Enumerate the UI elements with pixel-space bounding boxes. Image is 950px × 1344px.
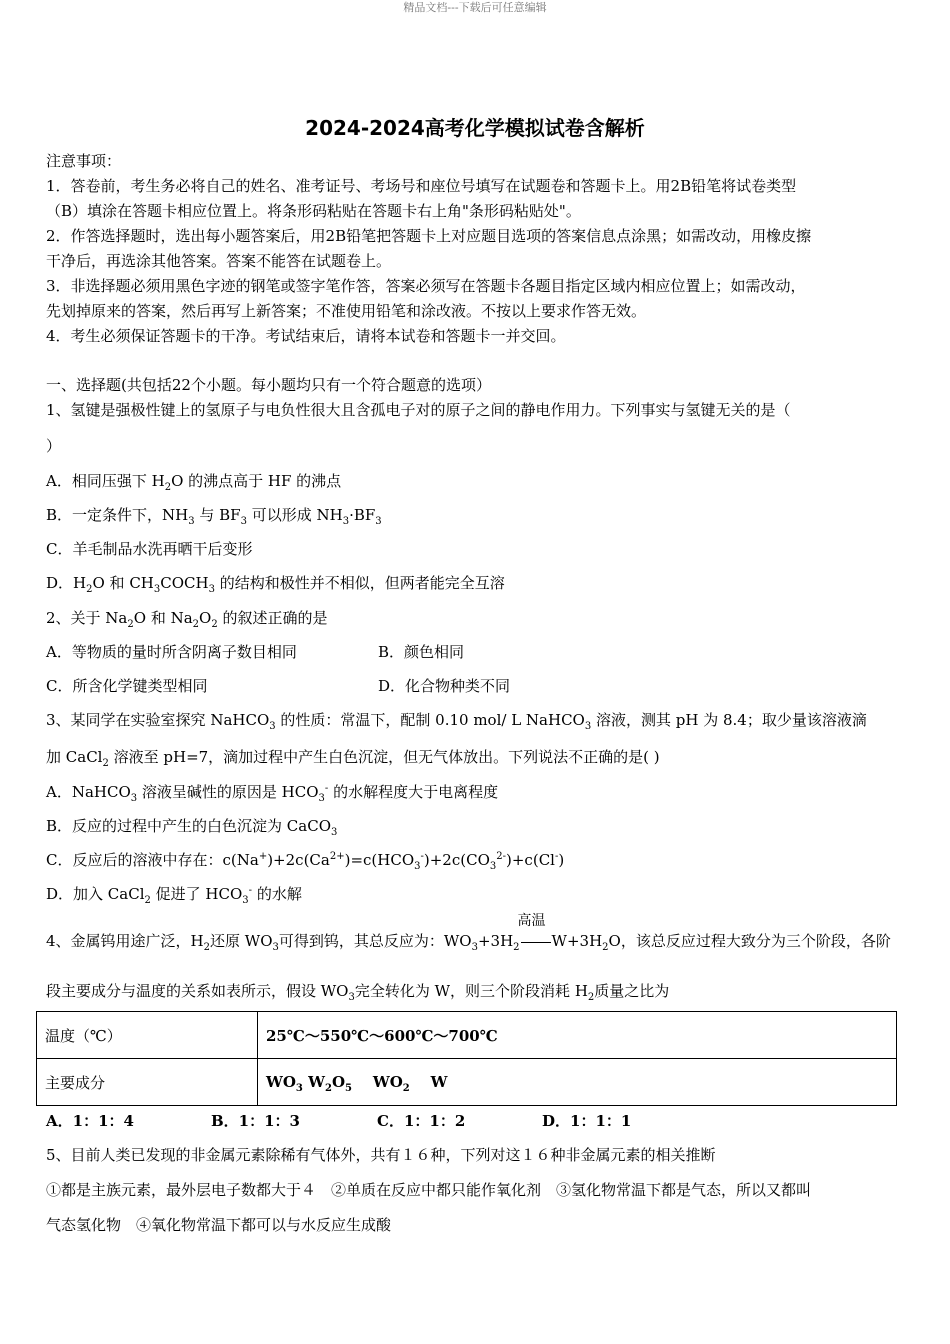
page-title: 2024-2024高考化学模拟试卷含解析 bbox=[305, 116, 645, 140]
question-statements: 气态氢化物 ④氧化物常温下都可以与水反应生成酸 bbox=[46, 1216, 392, 1234]
question-stem: 段主要成分与温度的关系如表所示，假设 $WO_3$完全转化为 W，则三个阶段消耗 $H_2$质量之比为 bbox=[46, 982, 670, 1003]
notice-line: 先划掉原来的答案，然后再写上新答案；不准使用铅笔和涂改液。不按以上要求作答无效。 bbox=[46, 302, 647, 320]
option-d: D．1：1：1 bbox=[542, 1112, 632, 1130]
question-stem: ） bbox=[46, 437, 62, 455]
option-d: D．化合物种类不同 bbox=[378, 677, 511, 695]
option-c: C．1：1：2 bbox=[377, 1112, 466, 1130]
option-d: D．加入 CaCl$_2$ 促进了 $HCO_3^-$ 的水解 bbox=[46, 885, 302, 906]
option-c: C．所含化学键类型相同 bbox=[46, 677, 208, 695]
question-stem: 加 CaCl$_2$ 溶液至 pH=7，滴加过程中产生白色沉淀，但无气体放出。下列说法不正确的是( ) bbox=[46, 748, 660, 769]
question-stem: 1、氢键是强极性键上的氢原子与电负性很大且含孤电子对的原子之间的静电作用力。下列事实与氢键无关的是（ bbox=[46, 401, 791, 419]
temperature-table bbox=[36, 1011, 897, 1106]
question-stem: 3、某同学在实验室探究 NaHCO$_3$ 的性质：常温下，配制 0.10 mol/ L NaHCO$_3$ 溶液，测其 pH 为 8.4；取少量该溶液滴 bbox=[46, 711, 867, 732]
option-a: A．NaHCO$_3$ 溶液呈碱性的原因是 $HCO_3^-$ 的水解程度大于电离程度 bbox=[46, 783, 499, 804]
notice-line: 3．非选择题必须用黑色字迹的钢笔或签字笔作答，答案必须写在答题卡各题目指定区域内相应位置上；如需改动， bbox=[46, 277, 806, 295]
option-b: B．1：1：3 bbox=[211, 1112, 300, 1130]
option-b: B．一定条件下，$NH_3$ 与 $BF_3$ 可以形成 $NH_3\cdot BF_3$ bbox=[46, 506, 382, 527]
option-b: B．颜色相同 bbox=[378, 643, 465, 661]
notice-line: 1．答卷前，考生务必将自己的姓名、准考证号、考场号和座位号填写在试题卷和答题卡上。用2B铅笔将试卷类型 bbox=[46, 177, 797, 195]
question-statements: ①都是主族元素，最外层电子数都大于４ ②单质在反应中都只能作氧化剂 ③氢化物常温下都是气态，所以又都叫 bbox=[46, 1181, 812, 1199]
option-a: A．相同压强下 $H_2O$ 的沸点高于 HF 的沸点 bbox=[46, 472, 342, 493]
option-d: D．$H_2O$ 和 $CH_3COCH_3$ 的结构和极性并不相似，但两者能完全互溶 bbox=[46, 574, 505, 595]
option-a: A．等物质的量时所含阴离子数目相同 bbox=[46, 643, 297, 661]
option-b: B．反应的过程中产生的白色沉淀为 CaCO$_3$ bbox=[46, 817, 338, 838]
notice-line: 干净后，再选涂其他答案。答案不能答在试题卷上。 bbox=[46, 252, 392, 270]
notice-line: 4．考生必须保证答题卡的干净。考试结束后，请将本试卷和答题卡一并交回。 bbox=[46, 327, 566, 345]
question-stem: 2、关于 $Na_2O$ 和 $Na_2O_2$ 的叙述正确的是 bbox=[46, 609, 328, 630]
notice-line: （B）填涂在答题卡相应位置上。将条形码粘贴在答题卡右上角"条形码粘贴处"。 bbox=[46, 202, 581, 220]
reaction-condition: 高温 bbox=[520, 931, 552, 951]
table-header-cell: 温度（℃） bbox=[37, 1012, 258, 1059]
section-heading: 一、选择题(共包括22个小题。每小题均只有一个符合题意的选项） bbox=[46, 376, 491, 394]
table-cell: 25℃～550℃～600℃～700℃ bbox=[258, 1012, 897, 1059]
notice-line: 2．作答选择题时，选出每小题答案后，用2B铅笔把答题卡上对应题目选项的答案信息点涂黑；如需改动，用橡皮擦 bbox=[46, 227, 812, 245]
option-c: C．反应后的溶液中存在：$c(Na^+)+2c(Ca^{2+})=c(HCO_3^-)+2c(CO_3^{2-})+c(Cl^-)$ bbox=[46, 851, 565, 872]
notice-heading: 注意事项： bbox=[46, 152, 122, 170]
table-header-cell: 主要成分 bbox=[37, 1059, 258, 1106]
question-stem: 4、金属钨用途广泛，$H_2$还原 $WO_3$可得到钨，其总反应为：$WO_3+3H_2$ 高温 $W+3H_2O$，该总反应过程大致分为三个阶段，各阶 bbox=[46, 913, 891, 953]
page-header: 精品文档---下载后可任意编辑 bbox=[403, 1, 547, 14]
table-cell: $WO_3$ $W_2O_5$ $WO_2$ W bbox=[258, 1059, 897, 1106]
option-c: C．羊毛制品水洗再晒干后变形 bbox=[46, 540, 253, 558]
option-a: A．1：1：4 bbox=[46, 1112, 134, 1130]
question-stem: 5、目前人类已发现的非金属元素除稀有气体外，共有１６种，下列对这１６种非金属元素的相关推断 bbox=[46, 1146, 716, 1164]
